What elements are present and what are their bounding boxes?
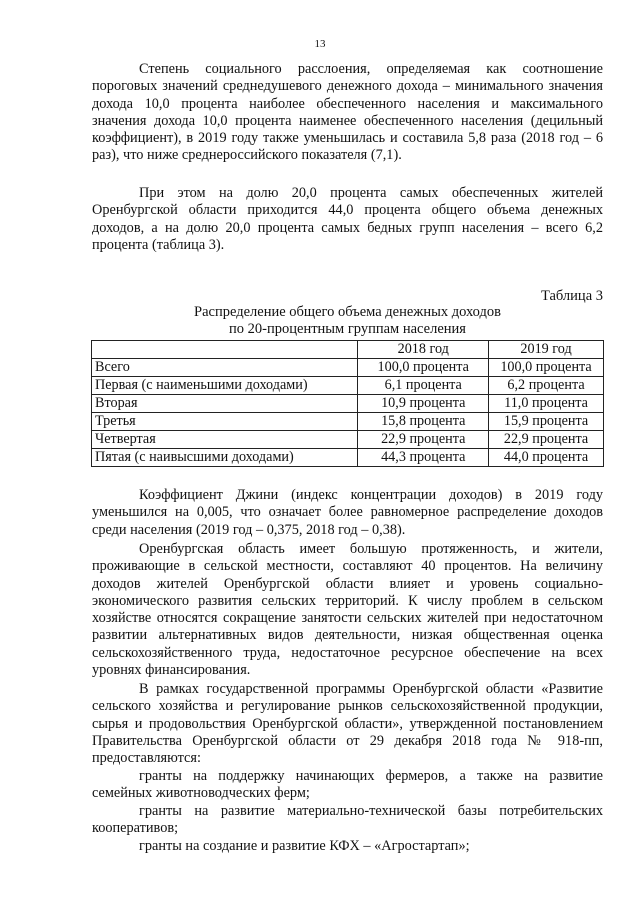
paragraph-program: В рамках государственной программы Оренбургской области «Развитие сельского хозяйства и регулирование рынков сельскохозяйственной продукции, сырья и продовольствия Оренбургской области», утвержденной постановлением Правительства Оренбургской области от 29 декабря 2018 года № 918-пп, предоставляются: (92, 681, 603, 767)
header-cell-2018: 2018 год (358, 341, 489, 359)
table-title (92, 304, 603, 338)
table-row (92, 449, 604, 467)
table-row (92, 395, 604, 413)
row-label: Вторая (92, 395, 358, 413)
value-2018: 15,8 процента (358, 413, 489, 431)
table-title-line-1: Распределение общего объема денежных доходов (194, 304, 501, 320)
table-header-row (92, 341, 604, 359)
value-2019: 100,0 процента (489, 359, 604, 377)
value-2018: 100,0 процента (358, 359, 489, 377)
list-item: гранты на создание и развитие КФХ – «Агростартап»; (139, 838, 470, 854)
paragraph-gini: Коэффициент Джини (индекс концентрации доходов) в 2019 году уменьшился на 0,005, что означает более равномерное распределение доходов среди населения (2019 год – 0,375, 2018 год – 0,38). (92, 487, 603, 538)
row-label: Пятая (с наивысшими доходами) (92, 449, 358, 467)
income-distribution-table (91, 340, 604, 467)
value-2018: 10,9 процента (358, 395, 489, 413)
paragraph-income-share: При этом на долю 20,0 процента самых обеспеченных жителей Оренбургской области приходится 44,0 процента общего объема денежных доходов, а на долю 20,0 процента самых бедных групп населения – всего 6,2 процента (таблица 3). (92, 185, 603, 253)
value-2019: 44,0 процента (489, 449, 604, 467)
value-2018: 6,1 процента (358, 377, 489, 395)
table-row (92, 377, 604, 395)
header-cell-2019: 2019 год (489, 341, 604, 359)
header-cell-group (92, 341, 358, 359)
row-label: Третья (92, 413, 358, 431)
value-2019: 22,9 процента (489, 431, 604, 449)
value-2019: 6,2 процента (489, 377, 604, 395)
row-label: Всего (92, 359, 358, 377)
list-item: гранты на развитие материально-технической базы потребительских кооперативов; (92, 803, 603, 837)
row-label: Четвертая (92, 431, 358, 449)
page-number: 13 (314, 38, 326, 50)
value-2018: 22,9 процента (358, 431, 489, 449)
table-row (92, 359, 604, 377)
table-row (92, 413, 604, 431)
list-item: гранты на поддержку начинающих фермеров, а также на развитие семейных животноводческих ферм; (92, 768, 603, 802)
row-label: Первая (с наименьшими доходами) (92, 377, 358, 395)
table-row (92, 431, 604, 449)
value-2019: 15,9 процента (489, 413, 604, 431)
value-2019: 11,0 процента (489, 395, 604, 413)
table-label: Таблица 3 (540, 288, 603, 304)
value-2018: 44,3 процента (358, 449, 489, 467)
paragraph-social-stratification: Степень социального расслоения, определяемая как соотношение пороговых значений среднедушевого денежного дохода – минимального значения дохода 10,0 процента наиболее обеспеченного населения и максимального значения дохода 10,0 процента наименее обеспеченного населения (децильный коэффициент), в 2019 году также уменьшилась и составила 5,8 раза (2018 год – 6 раз), что ниже среднероссийского показателя (7,1). (92, 61, 603, 164)
paragraph-rural: Оренбургская область имеет большую протяженность, и жители, проживающие в сельской местности, составляют 40 процентов. На величину доходов жителей Оренбургской области влияет и уровень социально-экономического развития сельских территорий. К числу проблем в сельском хозяйстве относятся сокращение занятости сельских жителей при недостаточном развитии альтернативных видов деятельности, низкая общественная оценка сельскохозяйственного труда, недостаточное ресурсное обеспечение на всех уровнях финансирования. (92, 541, 603, 679)
table-title-line-2: по 20-процентным группам населения (229, 321, 466, 337)
